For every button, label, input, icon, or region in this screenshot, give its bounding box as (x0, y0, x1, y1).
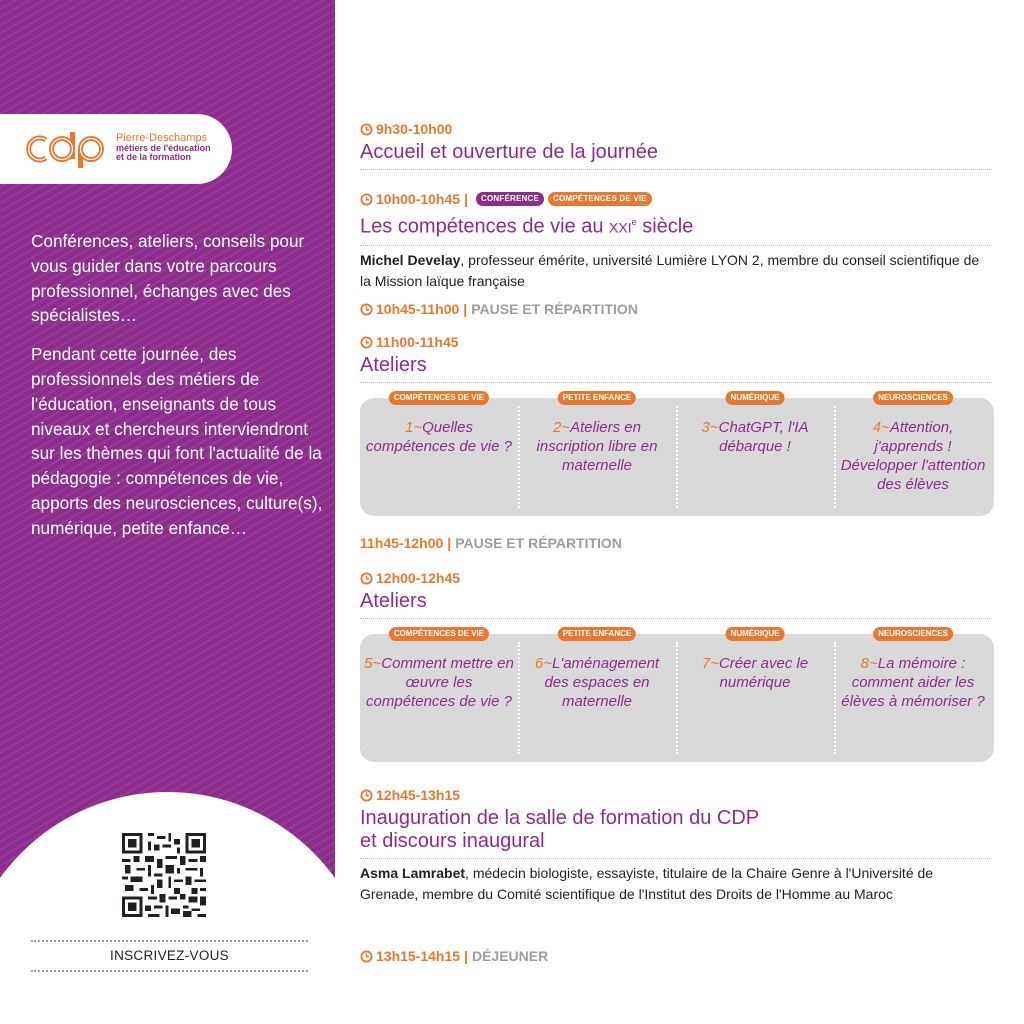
session-break-2 (360, 534, 992, 552)
session-title: Ateliers (360, 590, 427, 612)
clock-icon (360, 789, 373, 802)
session-time: 13h15-14h15 (376, 948, 461, 964)
clock-icon (360, 572, 373, 585)
workshop-tilde: ~ (543, 655, 552, 672)
divider (360, 169, 992, 170)
session-time: 12h00-12h45 (376, 570, 461, 586)
workshop-tag: NUMÉRIQUE (726, 391, 785, 405)
workshop-7[interactable] (676, 629, 834, 762)
workshop-text (522, 418, 672, 475)
sidebar (0, 0, 335, 1024)
workshop-title: Attention, j'apprends ! Développer l'attention des élèves (840, 419, 986, 493)
divider (360, 382, 992, 383)
session-title: Ateliers (360, 354, 427, 376)
cdp-logo-icon (22, 128, 114, 170)
session-time-row (360, 534, 992, 552)
workshop-tag: NEUROSCIENCES (873, 627, 953, 641)
session-title-sup: e (631, 217, 637, 227)
time-separator: | (447, 535, 452, 551)
workshop-text (680, 654, 830, 692)
sidebar-paragraph-2: Pendant cette journée, des professionnels des métiers de l'éducation, enseignants de tous niveaux et chercheurs interviendront sur les thèmes qui font l'actualité de la pédagogie : compétences de vie, apports des neurosciences, culture(s), numérique, petite enfance… (31, 344, 323, 538)
speaker-info (360, 863, 992, 905)
session-time-row (360, 569, 992, 587)
workshop-tilde: ~ (710, 655, 719, 672)
workshop-text (522, 654, 672, 711)
workshop-tag: PETITE ENFANCE (558, 627, 636, 641)
workshop-2[interactable] (518, 393, 676, 516)
logo[interactable] (0, 114, 232, 184)
workshop-tilde: ~ (561, 419, 571, 436)
session-time: 10h00-10h45 (376, 191, 461, 207)
workshop-tilde: ~ (413, 419, 423, 436)
session-time: 11h45-12h00 (360, 535, 444, 551)
clock-icon (360, 193, 373, 206)
workshop-text (364, 418, 514, 456)
workshop-title: L'aménagement des espaces en maternelle (544, 655, 660, 710)
signup-divider-bottom (31, 970, 308, 972)
clock-icon (360, 950, 373, 963)
workshop-title: Comment mettre en œuvre les compétences de vie ? (366, 655, 514, 710)
workshop-1[interactable] (360, 393, 518, 516)
logo-text (116, 132, 226, 162)
workshop-number: 2 (553, 419, 562, 436)
session-title: Accueil et ouverture de la journée (360, 141, 658, 163)
session-title-part: siècle (636, 215, 694, 238)
speaker-info (360, 250, 992, 292)
workshop-box-2 (360, 629, 994, 762)
session-time: 10h45-11h00 (376, 301, 460, 317)
session-workshops-2 (360, 569, 992, 619)
workshop-text (364, 654, 514, 711)
workshop-title: Quelles compétences de vie ? (366, 419, 512, 455)
tag-life-skills: COMPÉTENCES DE VIE (548, 192, 652, 206)
session-time-row (360, 947, 992, 965)
workshop-title: ChatGPT, l'IA débarque ! (718, 419, 809, 455)
divider (360, 858, 992, 859)
workshop-5[interactable] (360, 629, 518, 762)
workshop-number: 5 (364, 655, 373, 672)
workshop-tag: NEUROSCIENCES (873, 391, 953, 405)
session-label: DÉJEUNER (471, 948, 549, 964)
workshop-tilde: ~ (709, 419, 719, 436)
logo-line2: métiers de l'éducation (116, 143, 211, 153)
workshop-tilde: ~ (881, 419, 890, 436)
session-time: 9h30-10h00 (376, 121, 453, 137)
workshop-text (838, 654, 988, 711)
time-separator: | (463, 301, 468, 317)
workshop-number: 8 (860, 655, 870, 672)
workshop-tilde: ~ (869, 655, 878, 672)
session-time: 11h00-11h45 (376, 334, 459, 350)
session-lunch (360, 947, 992, 965)
speaker-description: , professeur émérite, université Lumière LYON 2, membre du conseil scientifique de la Mission laïque française (360, 251, 980, 289)
session-label: PAUSE ET RÉPARTITION (471, 301, 638, 317)
speaker-name: Asma Lamrabet (360, 865, 466, 881)
workshop-tag: COMPÉTENCES DE VIE (389, 627, 489, 641)
workshop-number: 7 (701, 655, 711, 672)
workshop-text (680, 418, 830, 456)
session-title-line2: et discours inaugural (360, 830, 545, 852)
logo-line3: et de la formation (116, 152, 192, 162)
logo-line1: Pierre-Deschamps (116, 132, 208, 144)
clock-icon (360, 123, 373, 136)
time-separator: | (464, 191, 468, 207)
workshop-title: Ateliers en inscription libre en maternelle (536, 419, 658, 474)
workshop-number: 1 (405, 419, 414, 436)
session-time-row (360, 190, 992, 208)
session-time-row (360, 300, 992, 318)
workshop-8[interactable] (834, 629, 992, 762)
session-conference (360, 190, 992, 292)
session-time: 12h45-13h15 (376, 787, 461, 803)
clock-icon (360, 336, 373, 349)
clock-icon (360, 303, 373, 316)
speaker-description: , médecin biologiste, essayiste, titulaire de la Chaire Genre à l'Université de Grenade, membre du Comité scientifique de l'Institut des Droits de l'Homme au Maroc (360, 865, 934, 902)
workshop-tag: COMPÉTENCES DE VIE (389, 391, 489, 405)
qr-code-icon[interactable] (122, 833, 206, 917)
signup-button[interactable]: INSCRIVEZ-VOUS (110, 948, 229, 963)
workshop-number: 4 (872, 419, 882, 436)
session-label: PAUSE ET RÉPARTITION (455, 535, 622, 551)
session-title-line1: Inauguration de la salle de formation du CDP (360, 807, 760, 829)
workshop-title: La mémoire : comment aider les élèves à mémoriser ? (841, 655, 985, 710)
session-title (360, 807, 992, 853)
tag-conference: CONFÉRENCE (476, 192, 544, 206)
workshop-tag: PETITE ENFANCE (558, 391, 636, 405)
time-separator: | (464, 948, 468, 964)
session-title-century: XXI (609, 219, 632, 236)
program (360, 0, 1000, 1024)
workshop-title: Créer avec le numérique (718, 655, 809, 691)
divider (360, 245, 992, 246)
workshop-4[interactable] (834, 393, 992, 516)
session-inauguration (360, 786, 992, 905)
workshop-6[interactable] (518, 629, 676, 762)
session-break-1 (360, 300, 992, 318)
workshop-number: 3 (701, 419, 710, 436)
workshop-number: 6 (534, 655, 544, 672)
sidebar-paragraph-1: Conférences, ateliers, conseils pour vous guider dans votre parcours professionnel, échanges avec des spécialistes… (31, 231, 305, 326)
workshop-3[interactable] (676, 393, 834, 516)
speaker-name: Michel Develay (360, 251, 461, 268)
session-title-part: Les compétences de vie au (360, 215, 610, 238)
divider (360, 618, 992, 619)
session-time-row (360, 120, 992, 138)
workshop-tag: NUMÉRIQUE (726, 627, 785, 641)
signup-divider-top (31, 940, 308, 942)
sidebar-description (31, 229, 326, 555)
session-welcome (360, 120, 992, 170)
workshop-tilde: ~ (372, 655, 382, 672)
workshop-box-1 (360, 393, 994, 516)
session-title (360, 211, 992, 240)
session-time-row (360, 786, 992, 804)
session-time-row (360, 333, 992, 351)
workshop-text (838, 418, 988, 494)
session-workshops-1 (360, 333, 992, 383)
